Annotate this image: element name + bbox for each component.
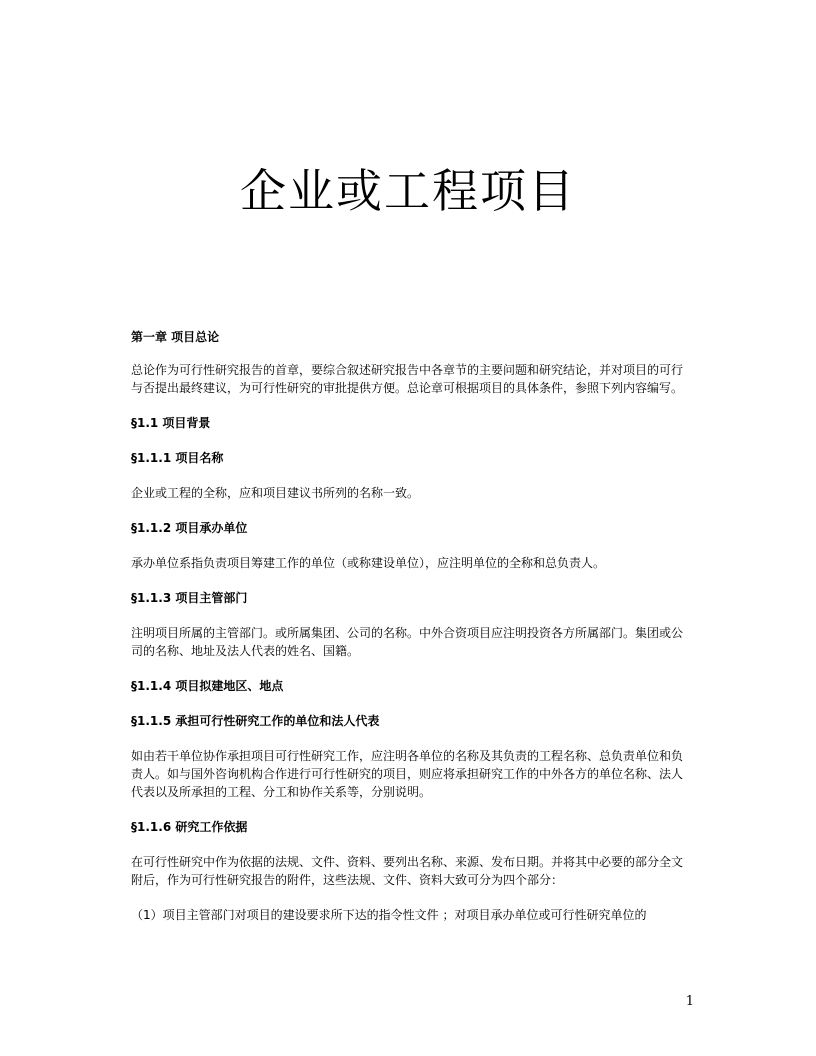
section-heading: §1.1.6 研究工作依据: [131, 820, 248, 834]
paragraph: 企业或工程的全称，应和项目建议书所列的名称一致。: [131, 486, 420, 500]
section-heading: §1.1.2 项目承办单位: [131, 521, 248, 535]
paragraph: 如由若干单位协作承担项目可行性研究工作，应注明各单位的名称及其负责的工程名称、总负责单位和负责人。如与国外咨询机构合作进行可行性研究的项目，则应将承担研究工作的中外各方的单位名称、法人代表以及所承担的工程、分工和协作关系等，分别说明。: [131, 749, 684, 799]
paragraph: 在可行性研究中作为依据的法规、文件、资料、要列出名称、来源、发布日期。并将其中必要的部分全文附后，作为可行性研究报告的附件，这些法规、文件、资料大致可分为四个部分：: [131, 855, 684, 887]
section-heading: §1.1.1 项目名称: [131, 451, 224, 465]
paragraph: 注明项目所属的主管部门。或所属集团、公司的名称。中外合资项目应注明投资各方所属部门。集团或公司的名称、地址及法人代表的姓名、国籍。: [131, 626, 684, 658]
paragraph: 承办单位系指负责项目筹建工作的单位（或称建设单位），应注明单位的全称和总负责人。: [131, 556, 606, 570]
chapter-heading: 第一章 项目总论: [131, 330, 220, 344]
paragraph: （1）项目主管部门对项目的建设要求所下达的指令性文件 ；对项目承办单位或可行性研究单位的: [131, 908, 647, 922]
paragraph: 总论作为可行性研究报告的首章，要综合叙述研究报告中各章节的主要问题和研究结论，并对项目的可行与否提出最终建议，为可行性研究的审批提供方便。总论章可根据项目的具体条件，参照下列内容编写。: [131, 363, 684, 395]
section-heading: §1.1.4 项目拟建地区、地点: [131, 679, 284, 693]
section-heading: §1.1.3 项目主管部门: [131, 591, 248, 605]
section-heading: §1.1 项目背景: [131, 416, 211, 430]
section-heading: §1.1.5 承担可行性研究工作的单位和法人代表: [131, 714, 380, 728]
document-body: [131, 328, 691, 941]
page-title: 企业或工程项目: [240, 164, 576, 218]
page-number: 1: [685, 994, 694, 1009]
